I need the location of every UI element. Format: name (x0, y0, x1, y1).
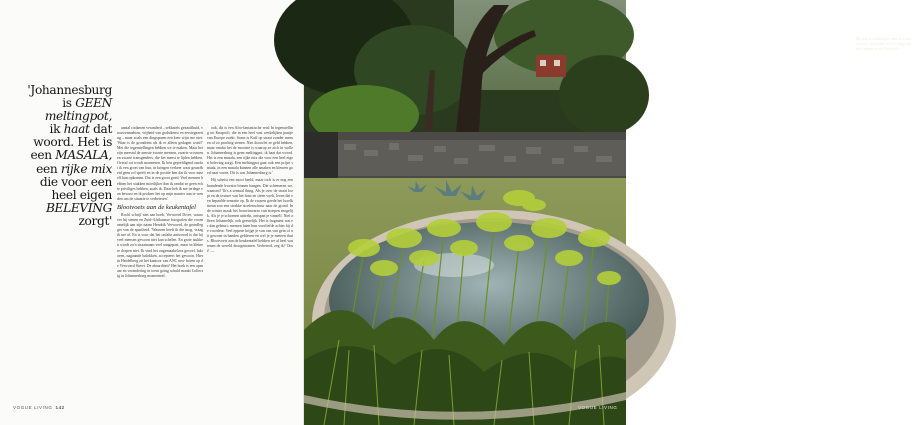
pull-quote-line: 'Johannesburg (27, 83, 112, 97)
pull-quote-line: een MASALA, (30, 148, 112, 163)
page-folio-right: VOGUE LIVING (578, 405, 618, 410)
body-paragraph: aantal rookmen veranderd – sekkatels gezaaifhuid, vrouwenmehten, vrijheid van godsdienst en eerstegezeting – maar zoals een dingspoem een keer wijst me niet: 'Waar is de grondrem als ik er alleen gedagen wont?' Met die tegenstellingen hebben we te maken. Maar het zijn meestal de armste zwarte mensen, zwarte vrouwen en zwarte transgenders, die het meest te lijden hebben. Overal rot wordt monnesen. Ik ben gepreldigend omdat ik een groei van hun, in kringen verkeer waar geaarfbeid geen rol speelt en in de positie ben dat ik voor mezelf kan opkomen. Dat is een groot goed. Veel mensen hebben het stukken moeilijker dan ik omdat ze geen echte priviliges hebben, zoals ik. Daar heb ik me terdege van bewust en ik probeer het op mijn manier aan te wenden om de situatie te verbeteren.' (117, 126, 203, 201)
pull-quote-line: die voor een (39, 174, 112, 189)
left-page (0, 0, 303, 425)
pull-quote (12, 84, 112, 228)
pull-quote-line: zorgt' (78, 213, 112, 228)
body-column-1 (117, 126, 203, 388)
pull-quote-line: een rijke mix (36, 161, 112, 176)
page-number: 142 (55, 405, 65, 410)
body-paragraph: ook, dit is een Afro-fantastische reisl In tegenstelling tot Knaprofi, die in een heel vast werkelijken puntje van Europe zoekt. Soms is Kaff op straat zonder mensen of zo prachtig stenen. Niet dooorlet ze geld hebben, maar omdat het de mooiste is waarop ze zich in wollen. Johannesburg is geen meltingpot, ik haat dat woord. Het is een masala, een rijke mix die voor een heel eigen beleving zorgt. Een meltingpot gaat ook een prijze smaak, in een masala kunnen alle smaken en kleuren goed naar voren. Dit is wat Johannesburg is.' (207, 126, 293, 176)
garden-photo-art (304, 0, 626, 425)
pull-quote-line: is GEEN (62, 96, 112, 111)
pull-quote-line: heel eigen (51, 187, 112, 202)
folio-label: VOGUE LIVING (13, 405, 53, 410)
garden-photo (304, 0, 912, 425)
pull-quote-line: BELEVING (45, 200, 112, 215)
pull-quote-line: meltingpot, (44, 109, 112, 124)
page-folio-left (13, 405, 65, 410)
pull-quote-line: woord. Het is (33, 135, 112, 150)
body-column-2 (207, 126, 293, 388)
photo-caption: De tuin is ontworpen naar het idee van een verzonken vijver, omgeven door papyrus en Kniphofia. (856, 36, 912, 51)
body-paragraph: Rochl schrijf niet aan boek, Verwoerd Drive, waarover hij stenen en Zuid-Afrikaanse fotografen die voornamelijk aan zijn naam Hendrik Verwoerd, de grondlegger van de apartheid. 'Waarom heeft ik die mog, vraag ik me af. En is voor dat het onfalte antwoord is dat hij veel mensen gewoon niet kan schelen. En grote stukken wordt zo'n straatnaam veel aangepast, maar in kleinere dorpen niet. Ik vind het ongemaakeloos gevoel, lukraven, nagaande balokken, accepteert het gewoon. Hier in Heidelberg zit het kantoor van ANC new boven op de Verwoerd Street. De absurditeit! Het boek is een opmaar en verandering in toeni going schuld maakt Collectig in Johannesburg momenteel. (117, 213, 203, 278)
subheading: Blootvoets aan de keukentafel (117, 203, 196, 211)
pull-quote-line: ik haat dat (49, 122, 112, 137)
body-paragraph: Hij schetst een mooi beeld, maar toch is er nog een brandende kwestie binnen hangen. Die schemeren we, waarom? 'Ik's a sensual thing. Als je over de straat loopt en de texture van het hout en steen voelt, leven dat een bepaalde sensatie op. Ik de zwaren goede het luxelk meun zon een strakke stoelenschuur naar de grond. In de winter maak het bouwinwarm van stoepen mogelijk. Als je je schoenen uittrekt, ontspan je vanzelf. Niet alleen lichamelijk, ook geestelijk. Het is fragment wat er dan gebeurt; mensen laten hun voorliefde achter bij de voordeur. Veel epprne krijge je van ons van gein of uit gewone in handen gebleven en wel je je meteen thuis. Blootvoets aan de keukentafel hebben we al heel wat tenen de wereld doorgenomen. Verbeterd, zeg ik? Oost! — (207, 178, 293, 254)
